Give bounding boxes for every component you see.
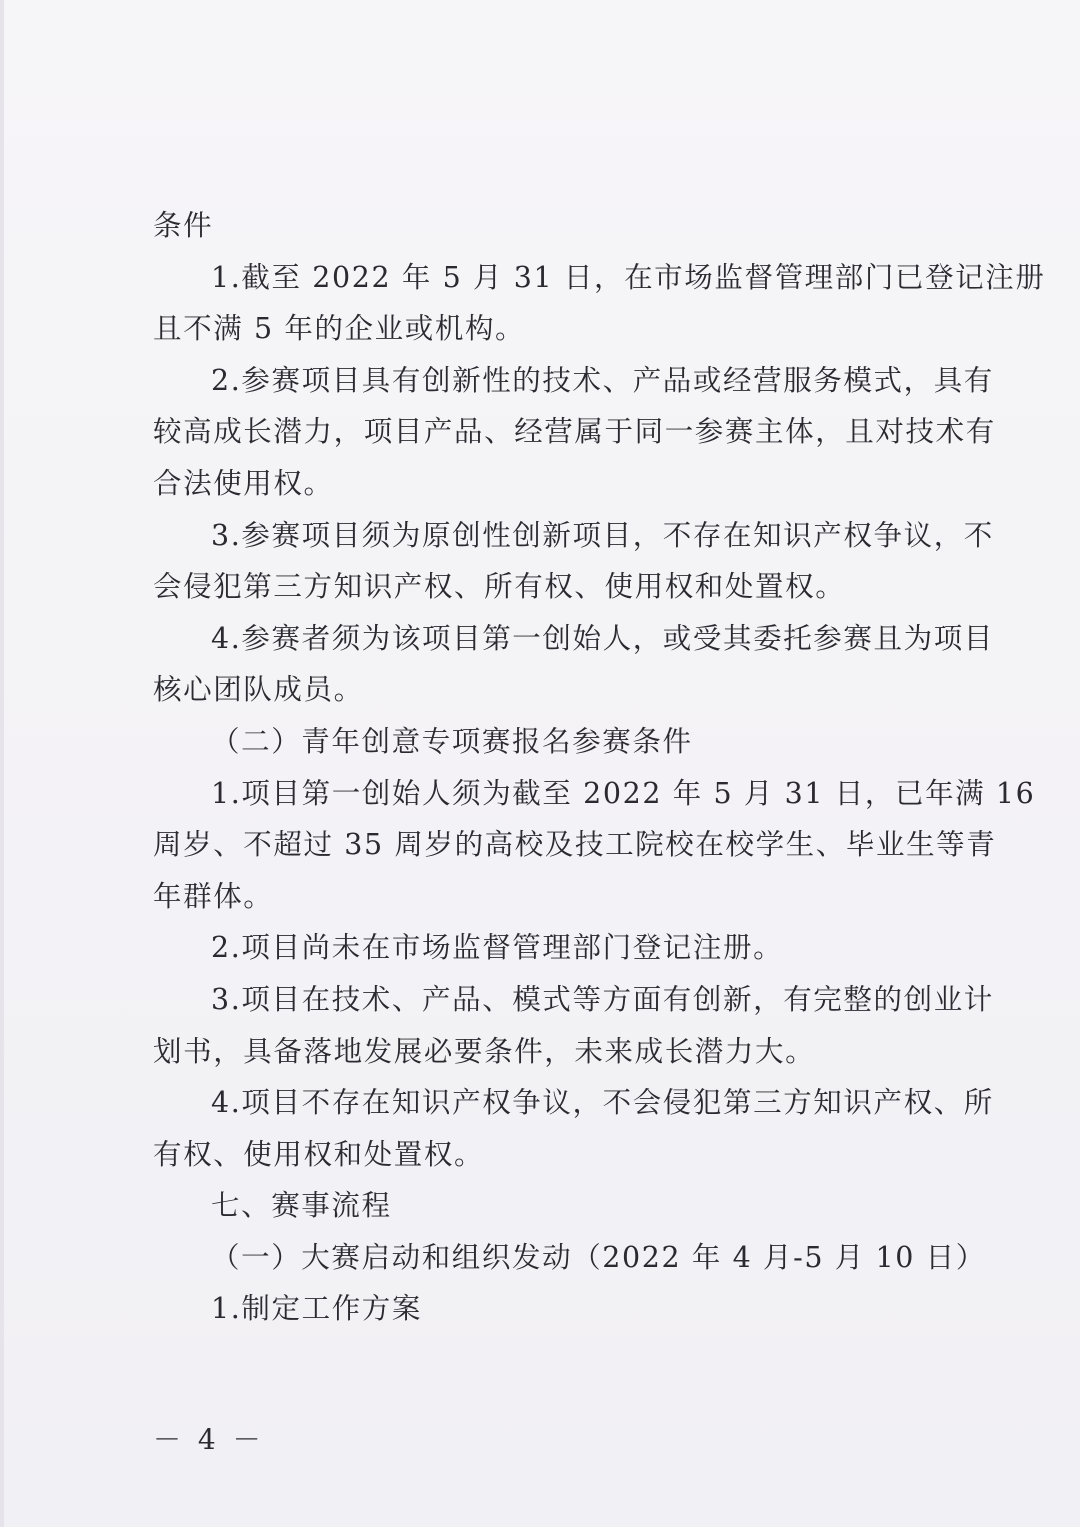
text-line: 周岁、不超过 35 周岁的高校及技工院校在校学生、毕业生等青: [153, 828, 997, 862]
text-line: 3.项目在技术、产品、模式等方面有创新，有完整的创业计: [211, 982, 994, 1016]
section-heading: （二）青年创意专项赛报名参赛条件: [211, 724, 693, 758]
text-line: 且不满 5 年的企业或机构。: [153, 312, 526, 346]
text-line: 年群体。: [153, 879, 274, 913]
document-body: [153, 200, 1046, 1335]
text-line: 3.参赛项目须为原创性创新项目，不存在知识产权争议，不: [211, 518, 994, 552]
chapter-heading: 七、赛事流程: [211, 1189, 392, 1223]
text-line: 较高成长潜力，项目产品、经营属于同一参赛主体，且对技术有: [153, 415, 996, 449]
section-heading: （一）大赛启动和组织发动（2022 年 4 月-5 月 10 日）: [211, 1240, 986, 1274]
text-line: 条件: [153, 209, 214, 242]
text-line: 4.项目不存在知识产权争议，不会侵犯第三方知识产权、所: [211, 1086, 994, 1120]
scan-edge: [0, 0, 4, 1527]
text-line: 1.项目第一创始人须为截至 2022 年 5 月 31 日，已年满 16: [211, 776, 1036, 810]
text-line: 划书，具备落地发展必要条件，未来成长潜力大。: [153, 1034, 816, 1068]
text-line: 1.截至 2022 年 5 月 31 日，在市场监督管理部门已登记注册: [211, 260, 1046, 294]
page-number: － 4 －: [153, 1423, 265, 1456]
text-line: 有权、使用权和处置权。: [153, 1137, 485, 1171]
text-line: 2.项目尚未在市场监督管理部门登记注册。: [211, 931, 784, 965]
text-line: 2.参赛项目具有创新性的技术、产品或经营服务模式，具有: [211, 363, 994, 397]
text-line: 1.制定工作方案: [211, 1292, 422, 1326]
text-line: 会侵犯第三方知识产权、所有权、使用权和处置权。: [153, 570, 846, 604]
text-line: 4.参赛者须为该项目第一创始人，或受其委托参赛且为项目: [211, 621, 994, 655]
text-line: 合法使用权。: [153, 466, 334, 500]
text-line: 核心团队成员。: [153, 673, 364, 707]
